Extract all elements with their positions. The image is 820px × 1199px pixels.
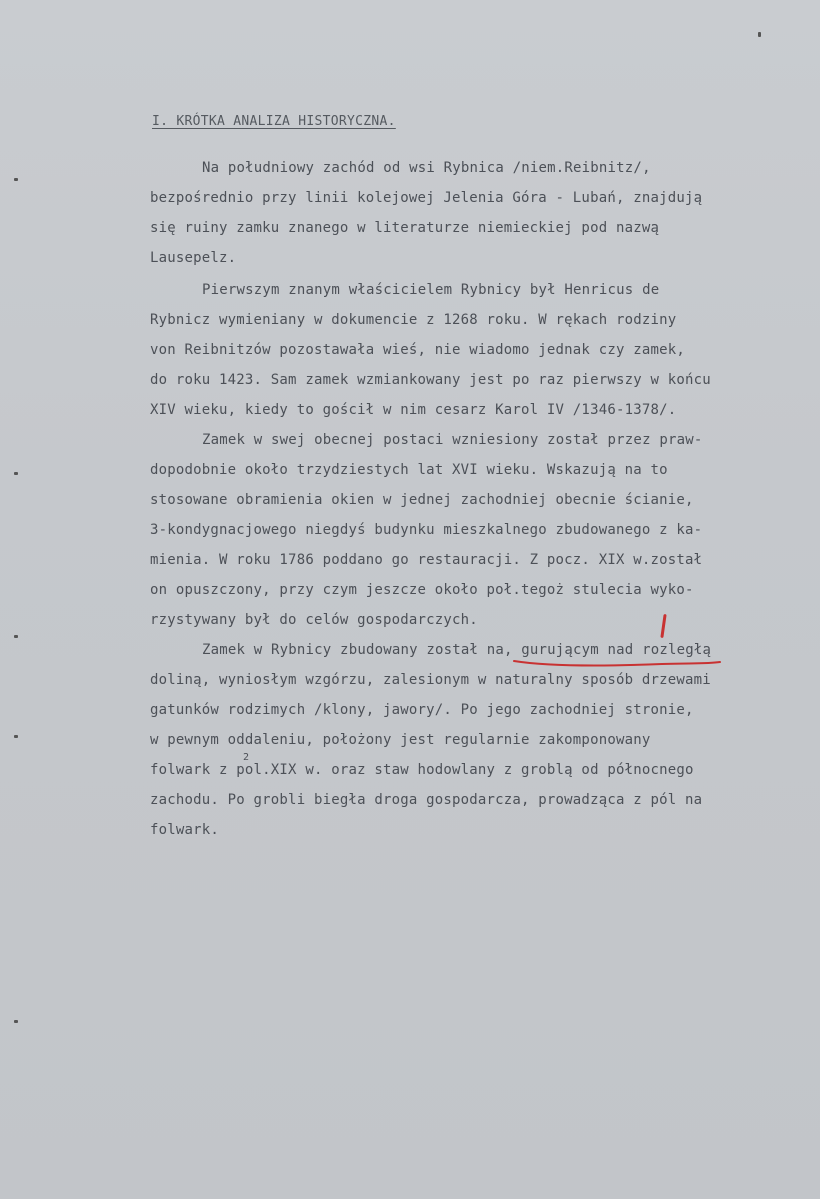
margin-mark — [14, 1020, 18, 1023]
text-line: gatunków rodzimych /klony, jawory/. Po jego zachodniej stronie, — [150, 702, 694, 718]
margin-mark — [14, 472, 18, 475]
text-line: Pierwszym znanym właścicielem Rybnicy był Henricus de — [202, 282, 660, 298]
margin-mark — [758, 32, 761, 37]
text-line: Rybnicz wymieniany w dokumencie z 1268 roku. W rękach rodziny — [150, 312, 677, 328]
text-line: on opuszczony, przy czym jeszcze około poł.tegoż stulecia wyko- — [150, 582, 694, 598]
superscript-mark: 2 — [243, 752, 250, 763]
text-line: Zamek w swej obecnej postaci wzniesiony został przez praw- — [202, 432, 703, 448]
red-pen-mark — [660, 614, 666, 638]
text-line: do roku 1423. Sam zamek wzmiankowany jest po raz pierwszy w końcu — [150, 372, 711, 388]
margin-mark — [14, 178, 18, 181]
text-line: von Reibnitzów pozostawała wieś, nie wiadomo jednak czy zamek, — [150, 342, 685, 358]
text-line: dopodobnie około trzydziestych lat XVI wieku. Wskazują na to — [150, 462, 668, 478]
text-line: się ruiny zamku znanego w literaturze niemieckiej pod nazwą — [150, 220, 660, 236]
text-line: rzystywany był do celów gospodarczych. — [150, 612, 478, 628]
text-line: Zamek w Rybnicy zbudowany został na, gurującym nad rozległą — [202, 642, 712, 658]
text-line: folwark z pol.XIX w. oraz staw hodowlany z groblą od północnego — [150, 762, 694, 778]
text-line: Lausepelz. — [150, 250, 237, 266]
section-heading: I. KRÓTKA ANALIZA HISTORYCZNA. — [152, 114, 396, 129]
text-line: w pewnym oddaleniu, położony jest regularnie zakomponowany — [150, 732, 651, 748]
text-line: folwark. — [150, 822, 220, 838]
text-line: zachodu. Po grobli biegła droga gospodarcza, prowadząca z pól na — [150, 792, 703, 808]
text-line: bezpośrednio przy linii kolejowej Jelenia Góra - Lubań, znajdują — [150, 190, 703, 206]
text-line: 3-kondygnacjowego niegdyś budynku mieszkalnego zbudowanego z ka- — [150, 522, 703, 538]
margin-mark — [14, 735, 18, 738]
text-line: doliną, wyniosłym wzgórzu, zalesionym w naturalny sposób drzewami — [150, 672, 711, 688]
text-line: Na południowy zachód od wsi Rybnica /niem.Reibnitz/, — [202, 160, 651, 176]
text-line: mienia. W roku 1786 poddano go restauracji. Z pocz. XIX w.został — [150, 552, 703, 568]
text-line: XIV wieku, kiedy to gościł w nim cesarz Karol IV /1346-1378/. — [150, 402, 677, 418]
margin-mark — [14, 635, 18, 638]
text-line: stosowane obramienia okien w jednej zachodniej obecnie ścianie, — [150, 492, 694, 508]
